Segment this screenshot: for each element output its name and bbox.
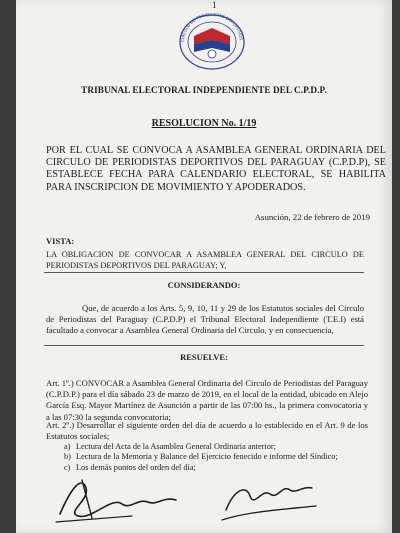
- considerando-text: Que, de acuerdo a los Arts. 5, 9, 10, 11 y 29 de los Estatutos sociales del Circulo de Periodistas del Paraguay (C.P.D.P) el Tribunal Electoral Independiente (T.E.I) está facultado a convocar a Asamblea General Ordinaria del Circulo, y en consecuencia,: [46, 303, 364, 336]
- list-item: a) Lectura del Acta de la Asamblea General Ordinaria anterior;: [64, 442, 276, 451]
- list-item: b) Lectura de la Memoria y Balance del Ejercicio fenecido e informe del Síndico;: [64, 452, 338, 462]
- article-1-text: Art. 1º.) CONVOCAR a Asamblea General Ordinaria del Circulo de Periodistas del Paraguay (C.P.D.P.) para el día sábado 23 de marzo de 2019, en el local de la entidad, ubicado en Alejo García Esq. Mayor Martínez de Asunción a partir de las 07:00 hs., la primera convocatoria y a las 07:30 la segunda convocatoria;: [46, 378, 368, 422]
- document-page: [16, 0, 392, 533]
- page-number: 1: [212, 0, 217, 10]
- seal-text: CIRCULO DE PERIODISTAS DEPORTIVOS: [179, 11, 244, 43]
- vista-label: VISTA:: [46, 236, 75, 246]
- divider: [44, 345, 364, 346]
- list-item: c) Los demás puntos del orden del día;: [64, 462, 196, 472]
- article-2-text: Art. 2º.) Desarrollar el siguiente orden del día de acuerdo a lo establecido en el Art. 9 de los Estatutos sociales;: [46, 420, 368, 442]
- vista-text: LA OBLIGACION DE CONVOCAR A ASAMBLEA GENERAL DEL CIRCULO DE PERIODISTAS DEPORTIVOS DEL PARAGUAY; Y,: [46, 250, 364, 270]
- signature-left: [52, 466, 182, 526]
- resolution-number: RESOLUCION No. 1/19: [151, 118, 257, 129]
- signature-right: [216, 466, 336, 526]
- considerando-label: CONSIDERANDO:: [167, 280, 241, 290]
- date-line: Asunción, 22 de febrero de 2019: [254, 212, 370, 222]
- cpdp-seal-logo: [172, 10, 252, 70]
- tribunal-title: TRIBUNAL ELECTORAL INDEPENDIENTE DEL C.P.D.P.: [81, 85, 327, 95]
- resuelve-label: RESUELVE:: [180, 352, 228, 362]
- resolution-subject: POR EL CUAL SE CONVOCA A ASAMBLEA GENERAL ORDINARIA DEL CIRCULO DE PERIODISTAS DEPORTIVOS DEL PARAGUAY (C.P.D.P), SE ESTABLECE FECHA PARA CALENDARIO ELECTORAL, SE HABILITA PARA INSCRIPCION DE MOVIMIENTO Y APODERADOS.: [46, 145, 386, 193]
- divider: [44, 272, 364, 273]
